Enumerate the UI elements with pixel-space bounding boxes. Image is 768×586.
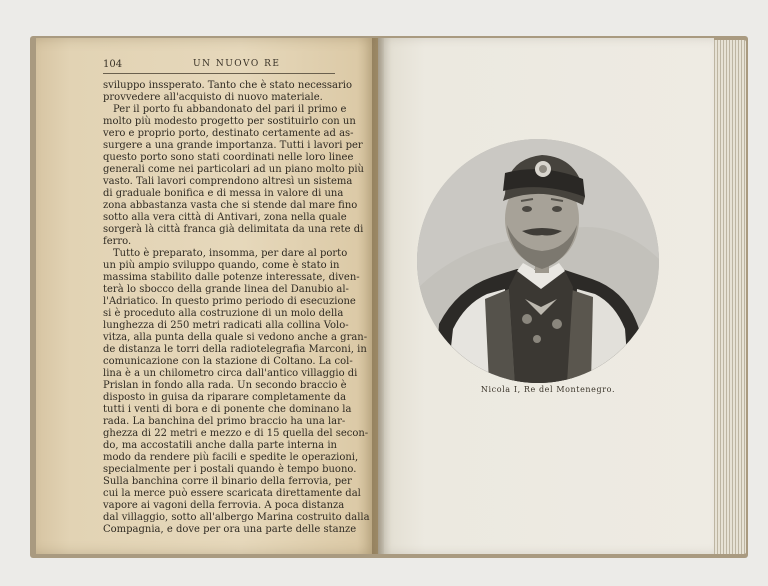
text-line: cui la merce può essere scaricata direttamente dal [103,488,361,499]
page-number: 104 [103,59,123,70]
text-line: ferro. [103,236,132,247]
text-line: Tutto è preparato, insomma, per dare al porto [113,248,348,259]
book-gutter [372,38,384,554]
text-line: disposto in guisa da riparare completamente da [103,392,347,403]
text-line: de distanza le torri della radiotelegrafia Marconi, in [103,344,367,355]
text-line: l'Adriatico. In questo primo periodo di esecuzione [103,296,356,307]
text-line: dal villaggio, sotto all'albergo Marina costruito dalla [103,512,370,523]
text-line: ghezza di 22 metri e mezzo e di 15 quella del secon- [103,428,369,439]
portrait-caption: Nicola I, Re del Montenegro. [480,385,616,394]
text-line: rada. La banchina del primo braccio ha una lar- [103,416,346,427]
text-line: molto più modesto progetto per sostituirlo con un [103,116,356,127]
text-line: terà lo sbocco della grande linea del Danubio al- [103,284,349,295]
text-line: vitza, alla punta della quale si vedono anche a gran- [103,332,368,343]
text-line: di graduale bonifica e di messa in valore di una [103,188,344,199]
text-line: vero e proprio porto, destinato certamente ad as- [103,128,354,139]
text-line: Per il porto fu abbandonato del pari il primo e [113,104,347,115]
text-line: generali come nei particolari ad un piano molto più [103,164,364,175]
text-line: vapore ai vagoni della ferrovia. A poca distanza [103,500,345,511]
text-line: questo porto sono stati coordinati nelle loro linee [103,152,354,163]
text-line: si è proceduto alla costruzione di un molo della [103,308,344,319]
text-line: tutti i venti di bora e di ponente che dominano la [103,404,352,415]
text-line: comunicazione con la stazione di Coltano. La col- [103,356,353,367]
text-line: sviluppo inssperato. Tanto che è stato necessario [103,80,352,91]
portrait-photo [417,139,659,383]
text-line: Prislan in fondo alla rada. Un secondo braccio è [103,380,347,391]
text-line: modo da rendere più facili e spedite le operazioni, [103,452,359,463]
text-line: massima stabilito dalle potenze interessate, diven- [103,272,360,283]
text-line: lina è a un chilometro circa dall'antico villaggio di [103,368,358,379]
body-text [103,80,370,536]
text-line: do, ma accostatili anche dalla parte interna in [103,440,337,451]
page-header [103,59,335,74]
text-line: lunghezza di 250 metri radicati alla collina Volo- [103,320,349,331]
text-line: zona abbastanza vasta che si stende dal mare fino [103,200,358,211]
text-line: vasto. Tali lavori comprendono altresì un sistema [103,176,353,187]
running-head: UN NUOVO RE [193,59,281,69]
text-line: sotto alla vera città di Antivari, zona nella quale [103,212,347,223]
text-line: un più ampio sviluppo quando, come è stato in [103,260,340,271]
text-line: sorgerà là città franca già delimitata da una rete di [103,224,364,235]
page-edges [712,40,746,554]
text-line: surgere a una grande importanza. Tutti i lavori per [103,140,363,151]
text-line: Sulla banchina corre il binario della ferrovia, per [103,476,352,487]
text-line: provvedere all'acquisto di nuovo materiale. [103,92,323,103]
text-line: Compagnia, e dove per ora una parte delle stanze [103,524,357,535]
text-line: specialmente per i postali quando è tempo buono. [103,464,357,475]
